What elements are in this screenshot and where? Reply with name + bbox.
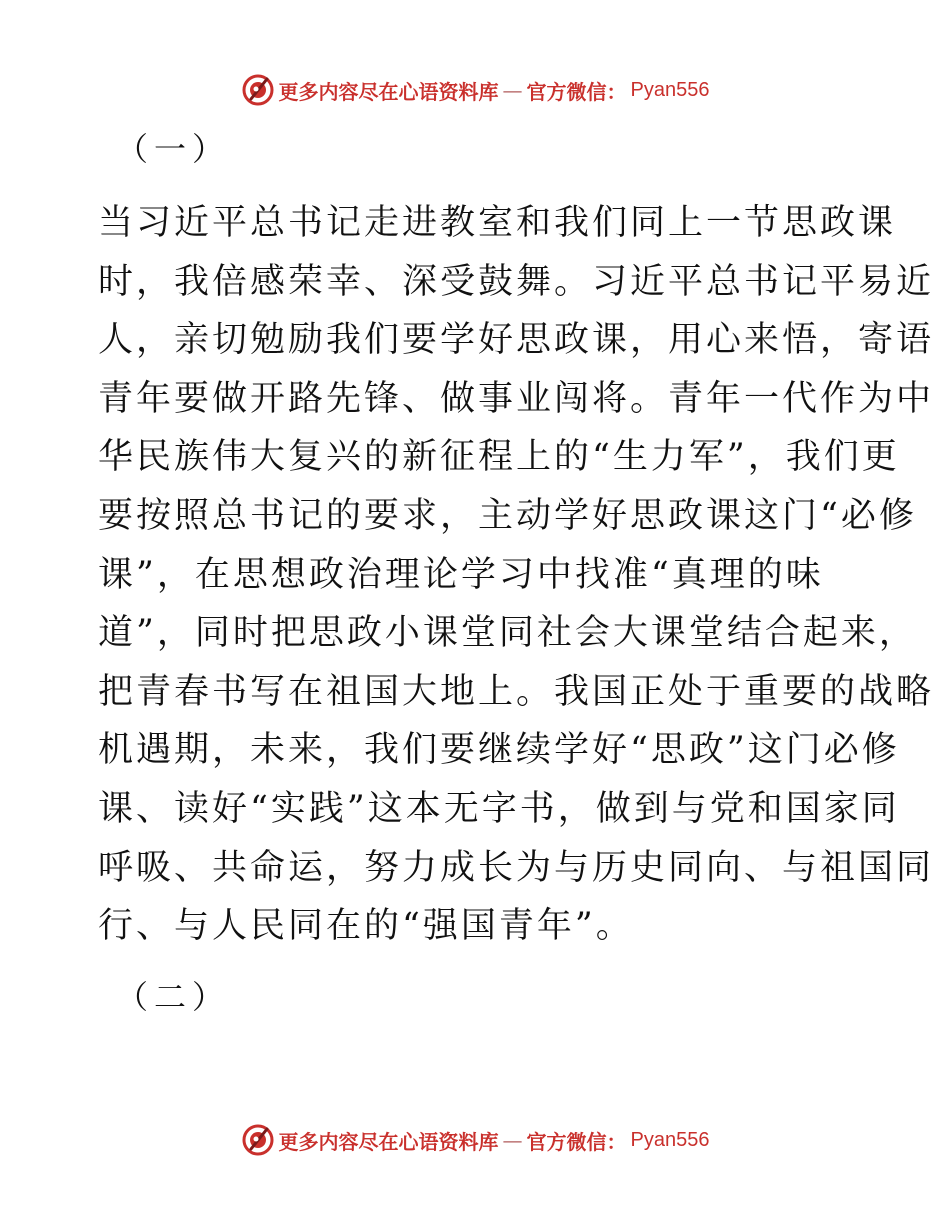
header-watermark-wechat-id: Pyan556: [630, 78, 710, 101]
footer-watermark-wechat-label: 官方微信：: [526, 1129, 627, 1154]
paragraph-line: 当习近平总书记走进教室和我们同上一节思政课: [98, 203, 897, 243]
footer-watermark-text: 更多内容尽在心语资料库: [278, 1129, 499, 1154]
header-watermark-inner: [241, 73, 710, 107]
brand-logo-icon: [241, 73, 275, 107]
footer-watermark-separator: —: [502, 1128, 523, 1152]
paragraph-line: 青年要做开路先锋、做事业闯将。青年一代作为中: [98, 378, 935, 419]
body-paragraph: [98, 194, 935, 956]
paragraph-line: 呼吸、共命运，努力成长为与历史同向、与祖国同: [98, 847, 935, 888]
section-heading-two: （二）: [116, 978, 231, 1016]
paragraph-line: 人，亲切勉励我们要学好思政课，用心来悟，寄语: [98, 320, 935, 361]
paragraph-line: 课、读好“实践”这本无字书，做到与党和国家同: [98, 788, 900, 829]
header-watermark-separator: —: [502, 78, 523, 102]
header-watermark-wechat-label: 官方微信：: [526, 79, 627, 104]
footer-watermark-inner: [241, 1123, 710, 1157]
paragraph-line: 华民族伟大复兴的新征程上的“生力军”，我们更: [98, 437, 900, 478]
paragraph-line: 要按照总书记的要求，主动学好思政课这门“必修: [98, 495, 917, 536]
paragraph-line: 道”，同时把思政小课堂同社会大课堂结合起来，: [98, 613, 917, 654]
section-heading-one: （一）: [116, 130, 231, 168]
footer-watermark-wechat-id: Pyan556: [630, 1128, 710, 1151]
paragraph-line: 把青春书写在祖国大地上。我国正处于重要的战略: [98, 671, 935, 712]
paragraph-line: 课”，在思想政治理论学习中找准“真理的味: [98, 554, 824, 595]
paragraph-line: 行、与人民同在的“强国青年”。: [98, 906, 634, 947]
paragraph-line: 时，我倍感荣幸、深受鼓舞。习近平总书记平易近: [98, 261, 935, 302]
brand-logo-icon: [241, 1123, 275, 1157]
header-watermark: [0, 70, 950, 110]
header-watermark-text: 更多内容尽在心语资料库: [278, 79, 499, 104]
footer-watermark: [0, 1120, 950, 1160]
paragraph-line: 机遇期，未来，我们要继续学好“思政”这门必修: [98, 730, 900, 771]
